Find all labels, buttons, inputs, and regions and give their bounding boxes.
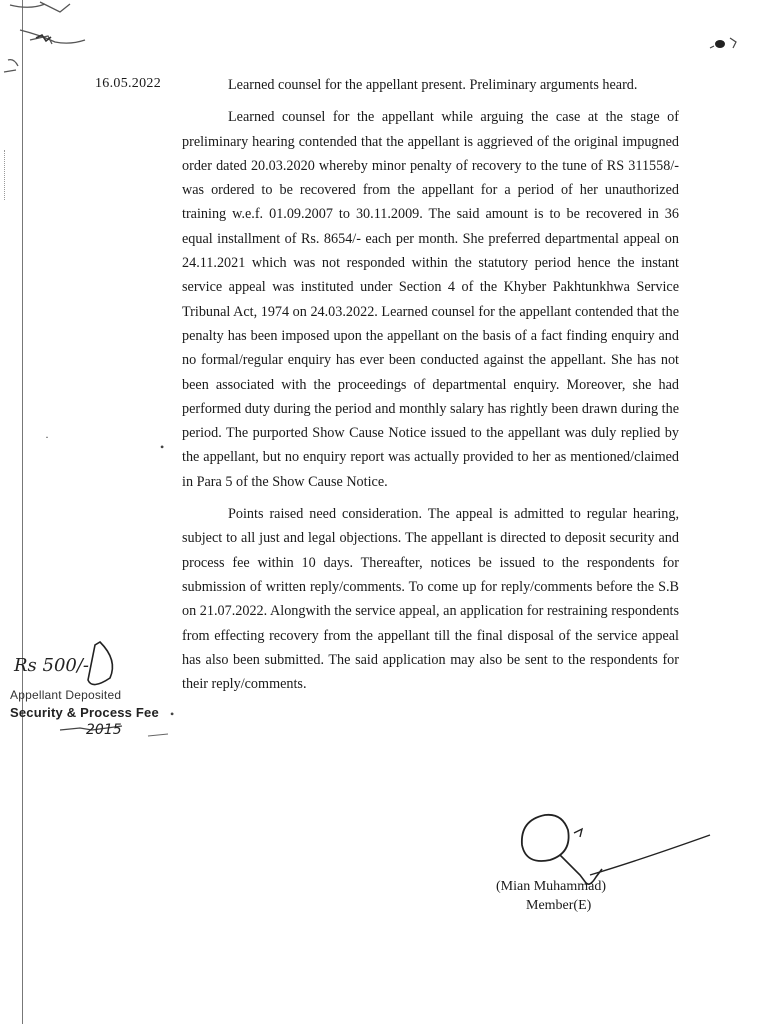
top-left-scribble [0, 0, 110, 80]
paragraph-1: Learned counsel for the appellant present. Preliminary arguments heard. [228, 77, 638, 93]
signature-scribble [490, 805, 720, 935]
margin-dot: • [170, 707, 175, 721]
top-right-mark [700, 30, 750, 60]
margin-dotted-mark [4, 150, 7, 200]
margin-dot: · [45, 430, 49, 444]
signatory-name: (Mian Muhammad) [496, 879, 607, 894]
margin-note-year: 2015 [86, 722, 122, 738]
order-text [182, 73, 679, 704]
paragraph-2: Learned counsel for the appellant while arguing the case at the stage of preliminary hearing contended that the appellant is aggrieved of the original impugned order dated 20.03.2020 whereby minor penalty of recovery to the tune of RS 311558/- was ordered to be recovered from the appellant for a period of her unauthorized training w.e.f. 01.09.2007 to 30.11.2009. The said amount is to be recovered in 36 equal installment of Rs. 8654/- each per month. She preferred departmental appeal on 24.11.2021 which was not responded within the statutory period hence the instant service appeal was instituted under Section 4 of the Khyber Pakhtunkhwa Service Tribunal Act, 1974 on 24.03.2022. Learned counsel for the appellant contended that the penalty has been imposed upon the appellant on the basis of a fact finding enquiry and no formal/regular enquiry has ever been conducted against the appellant. She has not been associated with the proceedings of departmental enquiry. Moreover, she had performed duty during the period and monthly salary has rightly been drawn during the period. The purported Show Cause Notice issued to the appellant was duly replied by the appellant, but no enquiry report was actually provided to her as mentioned/claimed in Para 5 of the Show Cause Notice. [182, 109, 679, 490]
margin-note-deposited: Appellant Deposited [10, 688, 122, 702]
paragraph-3: Points raised need consideration. The appeal is admitted to regular hearing, subject to all just and legal objections. The appellant is directed to deposit security and process fee within 10 days. Thereafter, notices be issued to the respondents for submission of written reply/comments. To come up for reply/comments before the S.B on 21.07.2022. Alongwith the service appeal, an application for restraining respondents from effecting recovery from the appellant till the final disposal of the service appeal has also been submitted. The said application may also be sent to the respondents for their reply/comments. [182, 506, 679, 693]
margin-rule [22, 0, 23, 1024]
margin-note-security-fee: Security & Process Fee [10, 705, 159, 720]
signatory-title: Member(E) [526, 898, 592, 913]
margin-note-amount: Rs 500/- [14, 655, 90, 676]
order-date: 16.05.2022 [95, 76, 161, 91]
margin-dot: • [160, 440, 165, 454]
